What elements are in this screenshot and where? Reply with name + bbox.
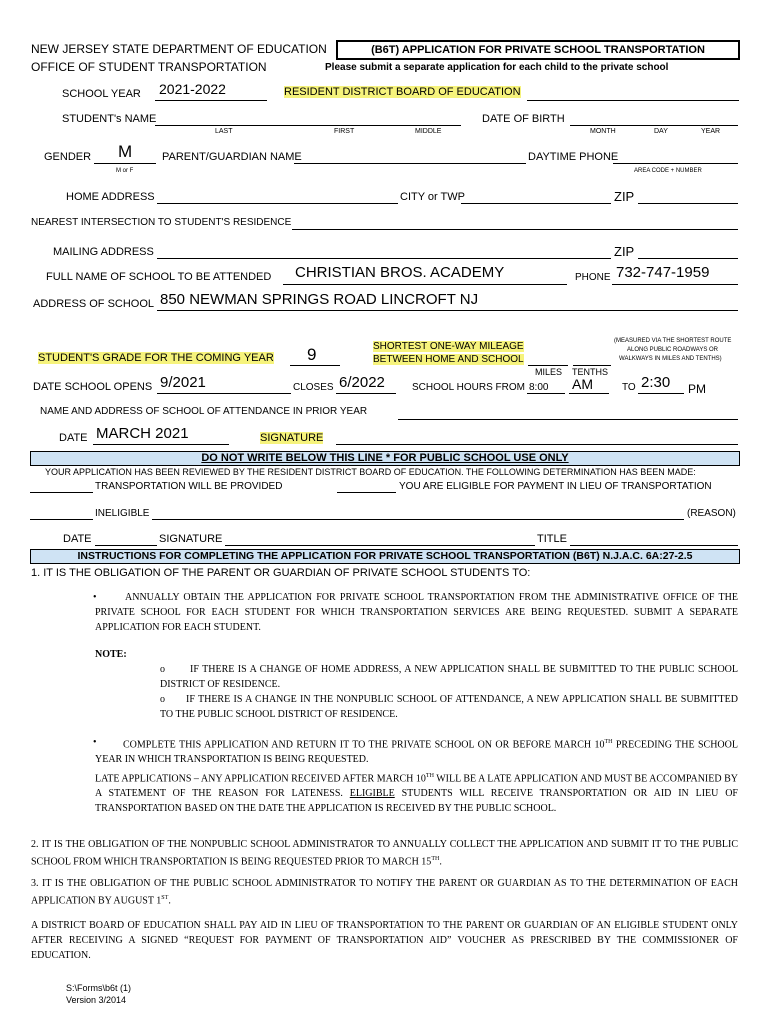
item-2-sup: TH [431,856,440,862]
measured-note-1: (MEASURED VIA THE SHORTEST ROUTE [614,338,732,344]
bullet-2-text-a: COMPLETE THIS APPLICATION AND RETURN IT TO THE PRIVATE SCHOOL ON OR BEFORE MARCH 10 [123,739,605,751]
official-signature-field[interactable] [225,545,535,546]
note-1-marker: o [160,664,165,675]
student-name-field[interactable] [155,125,461,126]
official-title-label: TITLE [537,533,567,545]
gender-line [94,163,156,164]
bullet-2-text [95,735,738,767]
nearest-intersection-field[interactable] [292,229,738,230]
dob-field[interactable] [570,125,738,126]
school-phone-line [612,284,738,285]
late-eligible: ELIGIBLE [349,788,395,800]
school-address-line [157,310,738,311]
name-last-hint: LAST [215,128,233,135]
closes-line [336,393,396,394]
department-name: NEW JERSEY STATE DEPARTMENT OF EDUCATION [31,42,327,56]
provided-label: TRANSPORTATION WILL BE PROVIDED [95,481,283,492]
bullet-2-marker: • [93,737,97,748]
opens-line [157,393,291,394]
item-2-text-b: . [439,856,442,868]
school-year-field[interactable]: 2021-2022 [159,81,226,97]
mailing-zip-field[interactable] [638,258,738,259]
tenths-field[interactable] [573,365,611,366]
school-name-label: FULL NAME OF SCHOOL TO BE ATTENDED [46,271,272,283]
hours-from-field[interactable]: 8:00 [529,382,549,393]
official-date-label: DATE [63,533,92,545]
eligible-check-line[interactable] [337,492,396,493]
instruction-item-1: 1. IT IS THE OBLIGATION OF THE PARENT OR GUARDIAN OF PRIVATE SCHOOL STUDENTS TO: [31,567,531,579]
form-subtitle: Please submit a separate application for each child to the private school [325,62,669,73]
bullet-2-text-b: PRECEDING THE SCHOOL YEAR IN WHICH TRANSPORTATION IS BEING REQUESTED. [95,739,738,766]
measured-note-3: WALKWAYS IN MILES AND TENTHS) [619,356,722,362]
provided-check-line[interactable] [30,492,93,493]
school-address-label: ADDRESS OF SCHOOL [33,298,155,310]
instruction-item-2 [31,837,738,869]
signature-field[interactable] [336,444,738,445]
official-title-field[interactable] [570,545,738,546]
zip-label: ZIP [614,189,635,204]
mailing-address-field[interactable] [157,258,611,259]
opens-field[interactable]: 9/2021 [160,374,206,391]
dob-label: DATE OF BIRTH [482,113,565,125]
school-year-label: SCHOOL YEAR [62,88,141,100]
item-2-text-a: 2. IT IS THE OBLIGATION OF THE NONPUBLIC SCHOOL ADMINISTRATOR TO ANNUALLY COLLECT THE APPLICATION AND SUBMIT IT TO THE PUBLIC SCHOOL FROM WHICH TRANSPORTATION IS BEING REQUESTED PRIOR TO MARCH 15 [31,839,738,868]
school-address-field[interactable]: 850 NEWMAN SPRINGS ROAD LINCROFT NJ [160,291,479,308]
late-text-c: STUDENTS WILL RECEIVE TRANSPORTATION OR AID IN LIEU OF TRANSPORTATION BASED ON THE DATE THE APPLICATION IS RECEIVED BY THE PUBLIC SCHOOL. [95,788,738,815]
mileage-label-2: BETWEEN HOME AND SCHOOL [373,354,524,365]
late-text-a: LATE APPLICATIONS – ANY APPLICATION RECEIVED AFTER MARCH 10 [95,773,426,785]
item-3-text-b: . [168,895,171,907]
hours-label: SCHOOL HOURS FROM [412,382,525,393]
signature-label: SIGNATURE [260,432,324,444]
form-title-box [336,40,740,60]
measured-note-2: ALONG PUBLIC ROADWAYS OR [627,347,719,353]
footer-path: S:\Forms\b6t (1) [66,983,132,993]
gender-hint: M or F [116,168,134,174]
parent-label: PARENT/GUARDIAN NAME [162,151,302,163]
nearest-intersection-label: NEAREST INTERSECTION TO STUDENT'S RESIDENCE [31,217,292,228]
note-label: NOTE: [95,649,127,660]
note-1-text: IF THERE IS A CHANGE OF HOME ADDRESS, A NEW APPLICATION SHALL BE SUBMITTED TO THE PUBLIC SCHOOL DISTRICT OF RESIDENCE. [160,664,738,690]
hours-from-line [527,393,565,394]
city-label: CITY or TWP [400,191,465,203]
public-use-banner-text: DO NOT WRITE BELOW THIS LINE * FOR PUBLIC SCHOOL USE ONLY [201,452,569,464]
parent-field[interactable] [294,163,526,164]
prior-school-label: NAME AND ADDRESS OF SCHOOL OF ATTENDANCE IN PRIOR YEAR [40,406,368,417]
opens-label: DATE SCHOOL OPENS [33,381,153,393]
note-2-text: IF THERE IS A CHANGE IN THE NONPUBLIC SCHOOL OF ATTENDANCE, A NEW APPLICATION SHALL BE SUBMITTED TO THE PUBLIC SCHOOL DISTRICT OF RESIDENCE. [160,694,738,720]
final-paragraph: A DISTRICT BOARD OF EDUCATION SHALL PAY AID IN LIEU OF TRANSPORTATION TO THE PARENT OR GUARDIAN OF AN ELIGIBLE STUDENT ONLY AFTER RECEIVING A SIGNED “REQUEST FOR PAYMENT OF TRANSPORTATION AID” VOUCHER AS PRESCRIBED BY THE COMMISSIONER OF EDUCATION. [31,920,738,961]
grade-line [290,365,340,366]
official-signature-label: SIGNATURE [159,533,223,545]
reason-label: (REASON) [687,508,736,519]
public-use-banner [30,451,740,466]
dob-year-hint: YEAR [701,128,721,135]
zip-field[interactable] [638,203,738,204]
name-first-hint: FIRST [334,128,355,135]
am-line [569,393,609,394]
late-text-b: WILL BE A LATE APPLICATION AND MUST BE ACCOMPANIED BY A STATEMENT OF THE REASON FOR LATENESS. [95,773,738,800]
footer-version: Version 3/2014 [66,995,127,1005]
form-title: (B6T) APPLICATION FOR PRIVATE SCHOOL TRANSPORTATION [371,44,705,56]
resident-district-label: RESIDENT DISTRICT BOARD OF EDUCATION [284,86,521,98]
ineligible-check-line[interactable] [30,519,93,520]
instructions-header-band [30,549,740,564]
phone-hint: AREA CODE + NUMBER [634,168,702,174]
ineligible-label: INELIGIBLE [95,508,150,519]
daytime-phone-field[interactable] [613,163,738,164]
miles-label: MILES [535,367,563,377]
resident-district-field[interactable] [527,100,739,101]
official-date-field[interactable] [95,545,157,546]
item-3-sup: ST [161,895,169,901]
grade-field[interactable]: 9 [307,345,317,364]
school-name-line [283,284,567,285]
instructions-header: INSTRUCTIONS FOR COMPLETING THE APPLICATION FOR PRIVATE SCHOOL TRANSPORTATION (B6T) N.J.A.C. 6A:27-2.5 [77,550,693,562]
bullet-2-sup: TH [604,739,613,745]
student-name-label: STUDENT's NAME [62,113,157,125]
gender-label: GENDER [44,151,92,163]
instruction-item-3 [31,876,738,908]
closes-field[interactable]: 6/2022 [339,374,385,391]
date-label: DATE [59,432,88,444]
tenths-label: TENTHS [572,367,608,377]
gender-field[interactable]: M [118,142,133,161]
am-field[interactable]: AM [572,376,593,392]
closes-label: CLOSES [293,382,334,393]
miles-field[interactable] [528,365,568,366]
dob-month-hint: MONTH [590,128,616,135]
school-phone-label: PHONE [575,272,611,283]
school-year-line [155,100,267,101]
pm-label: PM [688,382,706,396]
mailing-address-label: MAILING ADDRESS [53,246,154,258]
mileage-label-1: SHORTEST ONE-WAY MILEAGE [373,341,524,352]
date-field[interactable]: MARCH 2021 [96,425,189,442]
daytime-phone-label: DAYTIME PHONE [528,151,619,163]
note-2-marker: o [160,694,165,705]
late-sup: TH [425,773,434,779]
bullet-1-marker: • [93,592,97,603]
home-address-label: HOME ADDRESS [66,191,155,203]
to-label: TO [622,382,636,393]
date-line [93,444,229,445]
item-3-text-a: 3. IT IS THE OBLIGATION OF THE PUBLIC SCHOOL ADMINISTRATOR TO NOTIFY THE PARENT OR GUARDIAN AS TO THE DETERMINATION OF EACH APPLICATION BY AUGUST 1 [31,878,738,907]
hours-to-field[interactable]: 2:30 [641,374,671,391]
office-name: OFFICE OF STUDENT TRANSPORTATION [31,60,267,74]
grade-label: STUDENT'S GRADE FOR THE COMING YEAR [38,352,274,364]
school-name-field[interactable]: CHRISTIAN BROS. ACADEMY [295,264,505,281]
home-address-field[interactable] [157,203,398,204]
school-phone-field[interactable]: 732-747-1959 [616,264,710,281]
prior-school-field[interactable] [398,419,738,420]
eligible-payment-label: YOU ARE ELIGIBLE FOR PAYMENT IN LIEU OF TRANSPORTATION [399,481,712,492]
name-middle-hint: MIDDLE [415,128,442,135]
hours-to-line [638,393,684,394]
bullet-1-text: ANNUALLY OBTAIN THE APPLICATION FOR PRIVATE SCHOOL TRANSPORTATION FROM THE ADMINISTRATIVE OFFICE OF THE PRIVATE SCHOOL FOR EACH STUDENT FOR WHICH TRANSPORTATION SERVICES ARE BEING REQUESTED. SUBMIT A SEPARATE APPLICATION FOR EACH STUDENT. [95,592,738,633]
dob-day-hint: DAY [654,128,668,135]
reason-field[interactable] [152,519,684,520]
late-applications-text [95,769,738,816]
reviewed-text: YOUR APPLICATION HAS BEEN REVIEWED BY THE RESIDENT DISTRICT BOARD OF EDUCATION. THE FOLLOWING DETERMINATION HAS BEEN MADE: [45,467,696,477]
city-field[interactable] [461,203,611,204]
mailing-zip-label: ZIP [614,244,635,259]
